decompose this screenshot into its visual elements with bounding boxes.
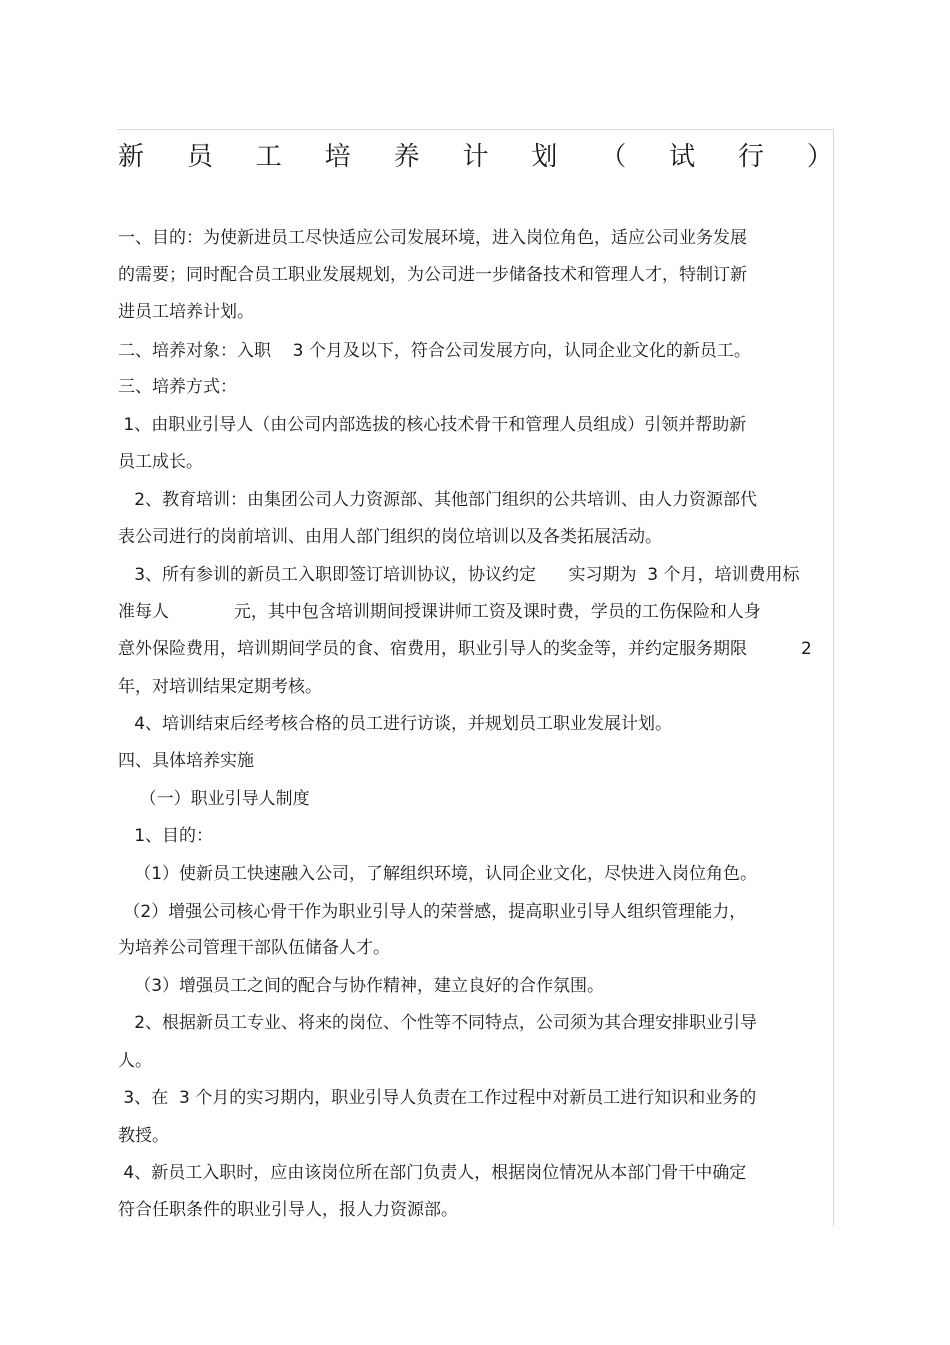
title-char: 培 xyxy=(324,141,351,172)
paragraph-line: 2、根据新员工专业、将来的岗位、个性等不同特点，公司须为其合理安排职业引导 xyxy=(118,1013,758,1033)
title-char: 新 xyxy=(118,141,145,172)
title-char: 员 xyxy=(186,141,213,172)
paragraph-line: 3、在 3 个月的实习期内，职业引导人负责在工作过程中对新员工进行知识和业务的 xyxy=(118,1088,757,1108)
top-border-line xyxy=(117,129,833,130)
title-char: 行 xyxy=(738,141,765,172)
section-heading: 三、培养方式： xyxy=(118,377,237,397)
document-title xyxy=(118,134,833,174)
paragraph-line: 员工成长。 xyxy=(118,452,203,472)
paragraph-line: （2）增强公司核心骨干作为职业引导人的荣誉感，提高职业引导人组织管理能力， xyxy=(118,902,747,922)
title-char: ） xyxy=(806,141,833,172)
paragraph-line: 人。 xyxy=(118,1051,152,1071)
paragraph-line: 3、所有参训的新员工入职即签订培训协议，协议约定 实习期为 3 个月，培训费用标 xyxy=(118,565,800,585)
paragraph-line: 4、新员工入职时，应由该岗位所在部门负责人，根据岗位情况从本部门骨干中确定 xyxy=(118,1163,747,1183)
paragraph-line: 一、目的：为使新进员工尽快适应公司发展环境，进入岗位角色，适应公司业务发展 xyxy=(118,228,747,248)
title-char: 试 xyxy=(669,141,696,172)
section-heading: 四、具体培养实施 xyxy=(118,751,254,771)
paragraph-line: （1）使新员工快速融入公司，了解组织环境，认同企业文化，尽快进入岗位角色。 xyxy=(118,864,758,884)
paragraph-line: 1、由职业引导人（由公司内部选拔的核心技术骨干和管理人员组成）引领并帮助新 xyxy=(118,415,747,435)
paragraph-line: 准每人 元，其中包含培训期间授课讲师工资及课时费，学员的工伤保险和人身 xyxy=(118,602,761,622)
subsection-heading: （一）职业引导人制度 xyxy=(118,789,310,809)
paragraph-line: 教授。 xyxy=(118,1126,169,1146)
paragraph-line: 进员工培养计划。 xyxy=(118,302,254,322)
paragraph-line: 表公司进行的岗前培训、由用人部门组织的岗位培训以及各类拓展活动。 xyxy=(118,527,662,547)
paragraph-line: 符合任职条件的职业引导人，报人力资源部。 xyxy=(118,1200,458,1220)
paragraph-line: （3）增强员工之间的配合与协作精神，建立良好的合作氛围。 xyxy=(118,976,605,996)
title-char: 计 xyxy=(462,141,489,172)
title-char: （ xyxy=(600,141,627,172)
paragraph-line: 意外保险费用，培训期间学员的食、宿费用，职业引导人的奖金等，并约定服务期限 2 xyxy=(118,639,812,659)
title-char: 划 xyxy=(531,141,558,172)
paragraph-line: 二、培养对象：入职 3 个月及以下，符合公司发展方向，认同企业文化的新员工。 xyxy=(118,341,751,361)
title-char: 养 xyxy=(393,141,420,172)
paragraph-line: 1、目的： xyxy=(118,826,214,846)
paragraph-line: 年，对培训结果定期考核。 xyxy=(118,677,322,697)
title-char: 工 xyxy=(255,141,282,172)
paragraph-line: 的需要；同时配合员工职业发展规划，为公司进一步储备技术和管理人才，特制订新 xyxy=(118,265,747,285)
paragraph-line: 为培养公司管理干部队伍储备人才。 xyxy=(118,938,390,958)
right-border-line xyxy=(833,129,834,1227)
paragraph-line: 4、培训结束后经考核合格的员工进行访谈，并规划员工职业发展计划。 xyxy=(118,714,673,734)
paragraph-line: 2、教育培训：由集团公司人力资源部、其他部门组织的公共培训、由人力资源部代 xyxy=(118,490,758,510)
